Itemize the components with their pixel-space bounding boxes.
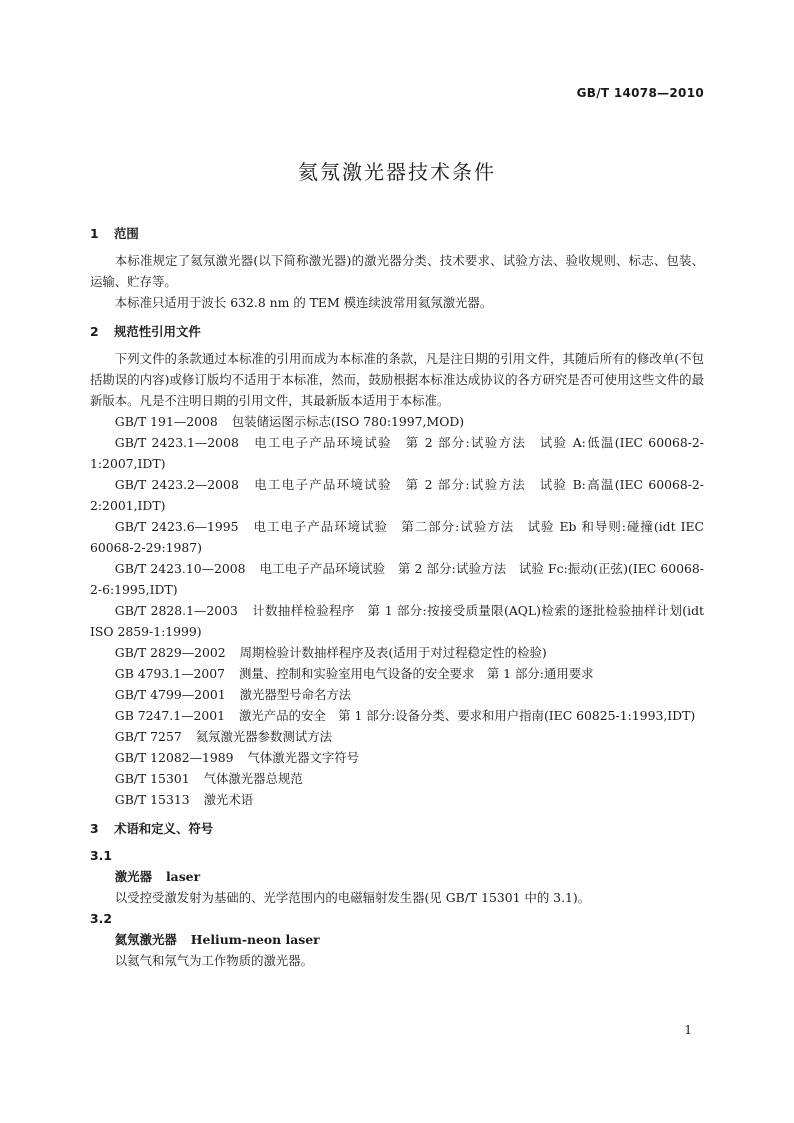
reference-code: GB/T 191—2008 bbox=[114, 414, 218, 429]
reference-title: 电工电子产品环境试验 第 2 部分:试验方法 试验 Fc:振动(正弦)(IEC 60068-2-6:1995,IDT) bbox=[90, 561, 704, 597]
term-heading bbox=[90, 866, 704, 887]
reference-code: GB/T 15301 bbox=[114, 771, 190, 786]
section-number: 2 bbox=[90, 324, 99, 339]
document-title: 氦氖激光器技术条件 bbox=[298, 160, 496, 184]
term-heading bbox=[90, 929, 704, 950]
reference-title: 氦氖激光器参数测试方法 bbox=[195, 729, 333, 744]
section-title: 范围 bbox=[114, 226, 139, 241]
reference-item bbox=[90, 663, 704, 684]
reference-code: GB/T 7257 bbox=[114, 729, 182, 744]
reference-item bbox=[90, 789, 704, 810]
reference-title: 气体激光器总规范 bbox=[203, 771, 303, 786]
reference-title: 电工电子产品环境试验 第 2 部分:试验方法 试验 A:低温(IEC 60068-2-1:2007,IDT) bbox=[90, 435, 704, 471]
term-english: laser bbox=[165, 869, 201, 884]
section-2-heading bbox=[90, 321, 704, 342]
page-number: 1 bbox=[684, 1023, 692, 1037]
scope-paragraph: 本标准规定了氦氖激光器(以下简称激光器)的激光器分类、技术要求、试验方法、验收规则、标志、包装、运输、贮存等。 bbox=[90, 253, 704, 289]
term-definition: 以受控受激发射为基础的、光学范围内的电磁辐射发生器(见 GB/T 15301 中的 3.1)。 bbox=[114, 890, 591, 905]
reference-code: GB/T 2423.2—2008 bbox=[114, 477, 239, 492]
document-body bbox=[90, 223, 704, 971]
reference-title: 测量、控制和实验室用电气设备的安全要求 第 1 部分:通用要求 bbox=[239, 666, 594, 681]
section-1-heading bbox=[90, 223, 704, 244]
references-intro: 下列文件的条款通过本标准的引用而成为本标准的条款，凡是注日期的引用文件，其随后所有的修改单(不包括勘误的内容)或修订版均不适用于本标准，然而，鼓励根据本标准达成协议的各方研究是否可使用这些文件的最新版本。凡是不注明日期的引用文件，其最新版本适用于本标准。 bbox=[90, 351, 704, 408]
reference-code: GB 7247.1—2001 bbox=[114, 708, 226, 723]
reference-code: GB/T 12082—1989 bbox=[114, 750, 234, 765]
reference-title: 计数抽样检验程序 第 1 部分:按接受质量限(AQL)检索的逐批检验抽样计划(idt ISO 2859-1:1999) bbox=[90, 603, 704, 639]
reference-title: 电工电子产品环境试验 第二部分:试验方法 试验 Eb 和导则:碰撞(idt IEC 60068-2-29:1987) bbox=[90, 519, 704, 555]
reference-item bbox=[90, 642, 704, 663]
term-number: 3.2 bbox=[90, 911, 112, 926]
reference-item bbox=[90, 558, 704, 600]
reference-title: 电工电子产品环境试验 第 2 部分:试验方法 试验 B:高温(IEC 60068-2-2:2001,IDT) bbox=[90, 477, 704, 513]
reference-item bbox=[90, 432, 704, 474]
reference-code: GB/T 2828.1—2003 bbox=[114, 603, 238, 618]
reference-item bbox=[90, 411, 704, 432]
reference-code: GB/T 2423.1—2008 bbox=[114, 435, 239, 450]
term-number: 3.1 bbox=[90, 848, 112, 863]
reference-item bbox=[90, 726, 704, 747]
section-title: 规范性引用文件 bbox=[114, 324, 201, 339]
term-chinese: 激光器 bbox=[114, 869, 152, 884]
reference-title: 气体激光器文字符号 bbox=[247, 750, 360, 765]
scope-paragraph: 本标准只适用于波长 632.8 nm 的 TEM 模连续波常用氦氖激光器。 bbox=[114, 295, 493, 310]
reference-title: 周期检验计数抽样程序及表(适用于对过程稳定性的检验) bbox=[239, 645, 547, 660]
reference-code: GB/T 15313 bbox=[114, 792, 190, 807]
reference-item bbox=[90, 474, 704, 516]
section-3-heading bbox=[90, 818, 704, 839]
reference-code: GB 4793.1—2007 bbox=[114, 666, 226, 681]
reference-title: 激光术语 bbox=[203, 792, 254, 807]
term-chinese: 氦氖激光器 bbox=[114, 932, 177, 947]
reference-item bbox=[90, 768, 704, 789]
reference-item bbox=[90, 684, 704, 705]
reference-item bbox=[90, 747, 704, 768]
reference-code: GB/T 4799—2001 bbox=[114, 687, 226, 702]
term-english: Helium-neon laser bbox=[190, 932, 320, 947]
standard-code: GB/T 14078—2010 bbox=[576, 86, 704, 100]
reference-item bbox=[90, 600, 704, 642]
reference-item bbox=[90, 705, 704, 726]
reference-title: 包装储运图示标志(ISO 780:1997,MOD) bbox=[231, 414, 465, 429]
reference-code: GB/T 2423.10—2008 bbox=[114, 561, 246, 576]
reference-code: GB/T 2423.6—1995 bbox=[114, 519, 239, 534]
reference-title: 激光产品的安全 第 1 部分:设备分类、要求和用户指南(IEC 60825-1:1993,IDT) bbox=[239, 708, 696, 723]
reference-title: 激光器型号命名方法 bbox=[239, 687, 352, 702]
reference-code: GB/T 2829—2002 bbox=[114, 645, 226, 660]
term-definition: 以氦气和氖气为工作物质的激光器。 bbox=[114, 953, 314, 968]
reference-item bbox=[90, 516, 704, 558]
section-number: 3 bbox=[90, 821, 99, 836]
section-number: 1 bbox=[90, 226, 99, 241]
section-title: 术语和定义、符号 bbox=[114, 821, 214, 836]
